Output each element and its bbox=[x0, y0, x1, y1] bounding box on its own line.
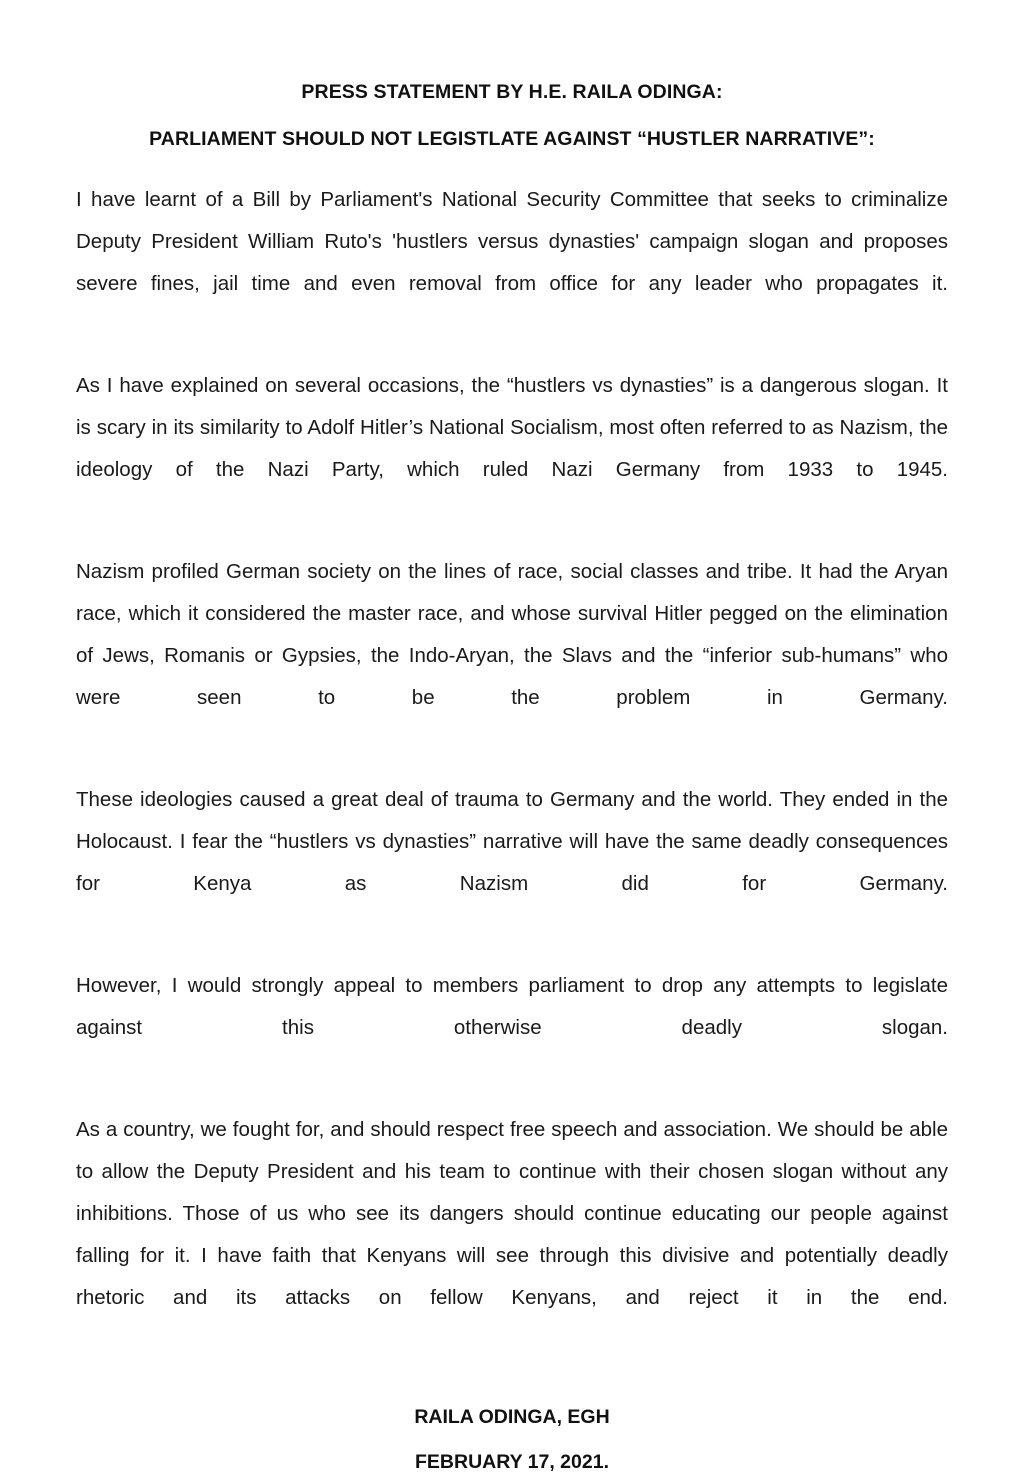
page-title: PRESS STATEMENT BY H.E. RAILA ODINGA: bbox=[301, 81, 723, 103]
body-paragraph-2: As I have explained on several occasions, the “hustlers vs dynasties” is a dangerous slogan. It is scary in its similarity to Adolf Hitler’s National Socialism, most often referred to as Nazism, the ideology of the Nazi Party, which ruled Nazi Germany from 1933 to 1945. bbox=[76, 373, 948, 481]
signature-date: FEBRUARY 17, 2021. bbox=[414, 1451, 609, 1474]
body-paragraph-3: Nazism profiled German society on the lines of race, social classes and tribe. It had the Aryan race, which it considered the master race, and whose survival Hitler pegged on the elimination of Jews, Romanis or Gypsies, the Indo-Aryan, the Slavs and the “inferior sub-humans” who were seen to be the problem in Germany. bbox=[76, 559, 948, 709]
body-paragraph-1: I have learnt of a Bill by Parliament's National Security Committee that seeks to criminalize Deputy President William Ruto's 'hustlers versus dynasties' campaign slogan and proposes severe fines, jail time and even removal from office for any leader who propagates it. bbox=[76, 187, 948, 295]
document-content bbox=[76, 0, 948, 1475]
page-subtitle: PARLIAMENT SHOULD NOT LEGISTLATE AGAINST “HUSTLER NARRATIVE”: bbox=[149, 128, 875, 151]
body-paragraph-5: However, I would strongly appeal to members parliament to drop any attempts to legislate against this otherwise deadly slogan. bbox=[76, 973, 948, 1039]
body-paragraph-4: These ideologies caused a great deal of trauma to Germany and the world. They ended in the Holocaust. I fear the “hustlers vs dynasties” narrative will have the same deadly consequences for Kenya as Nazism did for Germany. bbox=[76, 787, 948, 895]
body-paragraph-6: As a country, we fought for, and should respect free speech and association. We should be able to allow the Deputy President and his team to continue with their chosen slogan without any inhibitions. Those of us who see its dangers should continue educating our people against falling for it. I have faith that Kenyans will see through this divisive and potentially deadly rhetoric and its attacks on fellow Kenyans, and reject it in the end. bbox=[76, 1117, 948, 1309]
signatory-name: RAILA ODINGA, EGH bbox=[414, 1405, 610, 1428]
